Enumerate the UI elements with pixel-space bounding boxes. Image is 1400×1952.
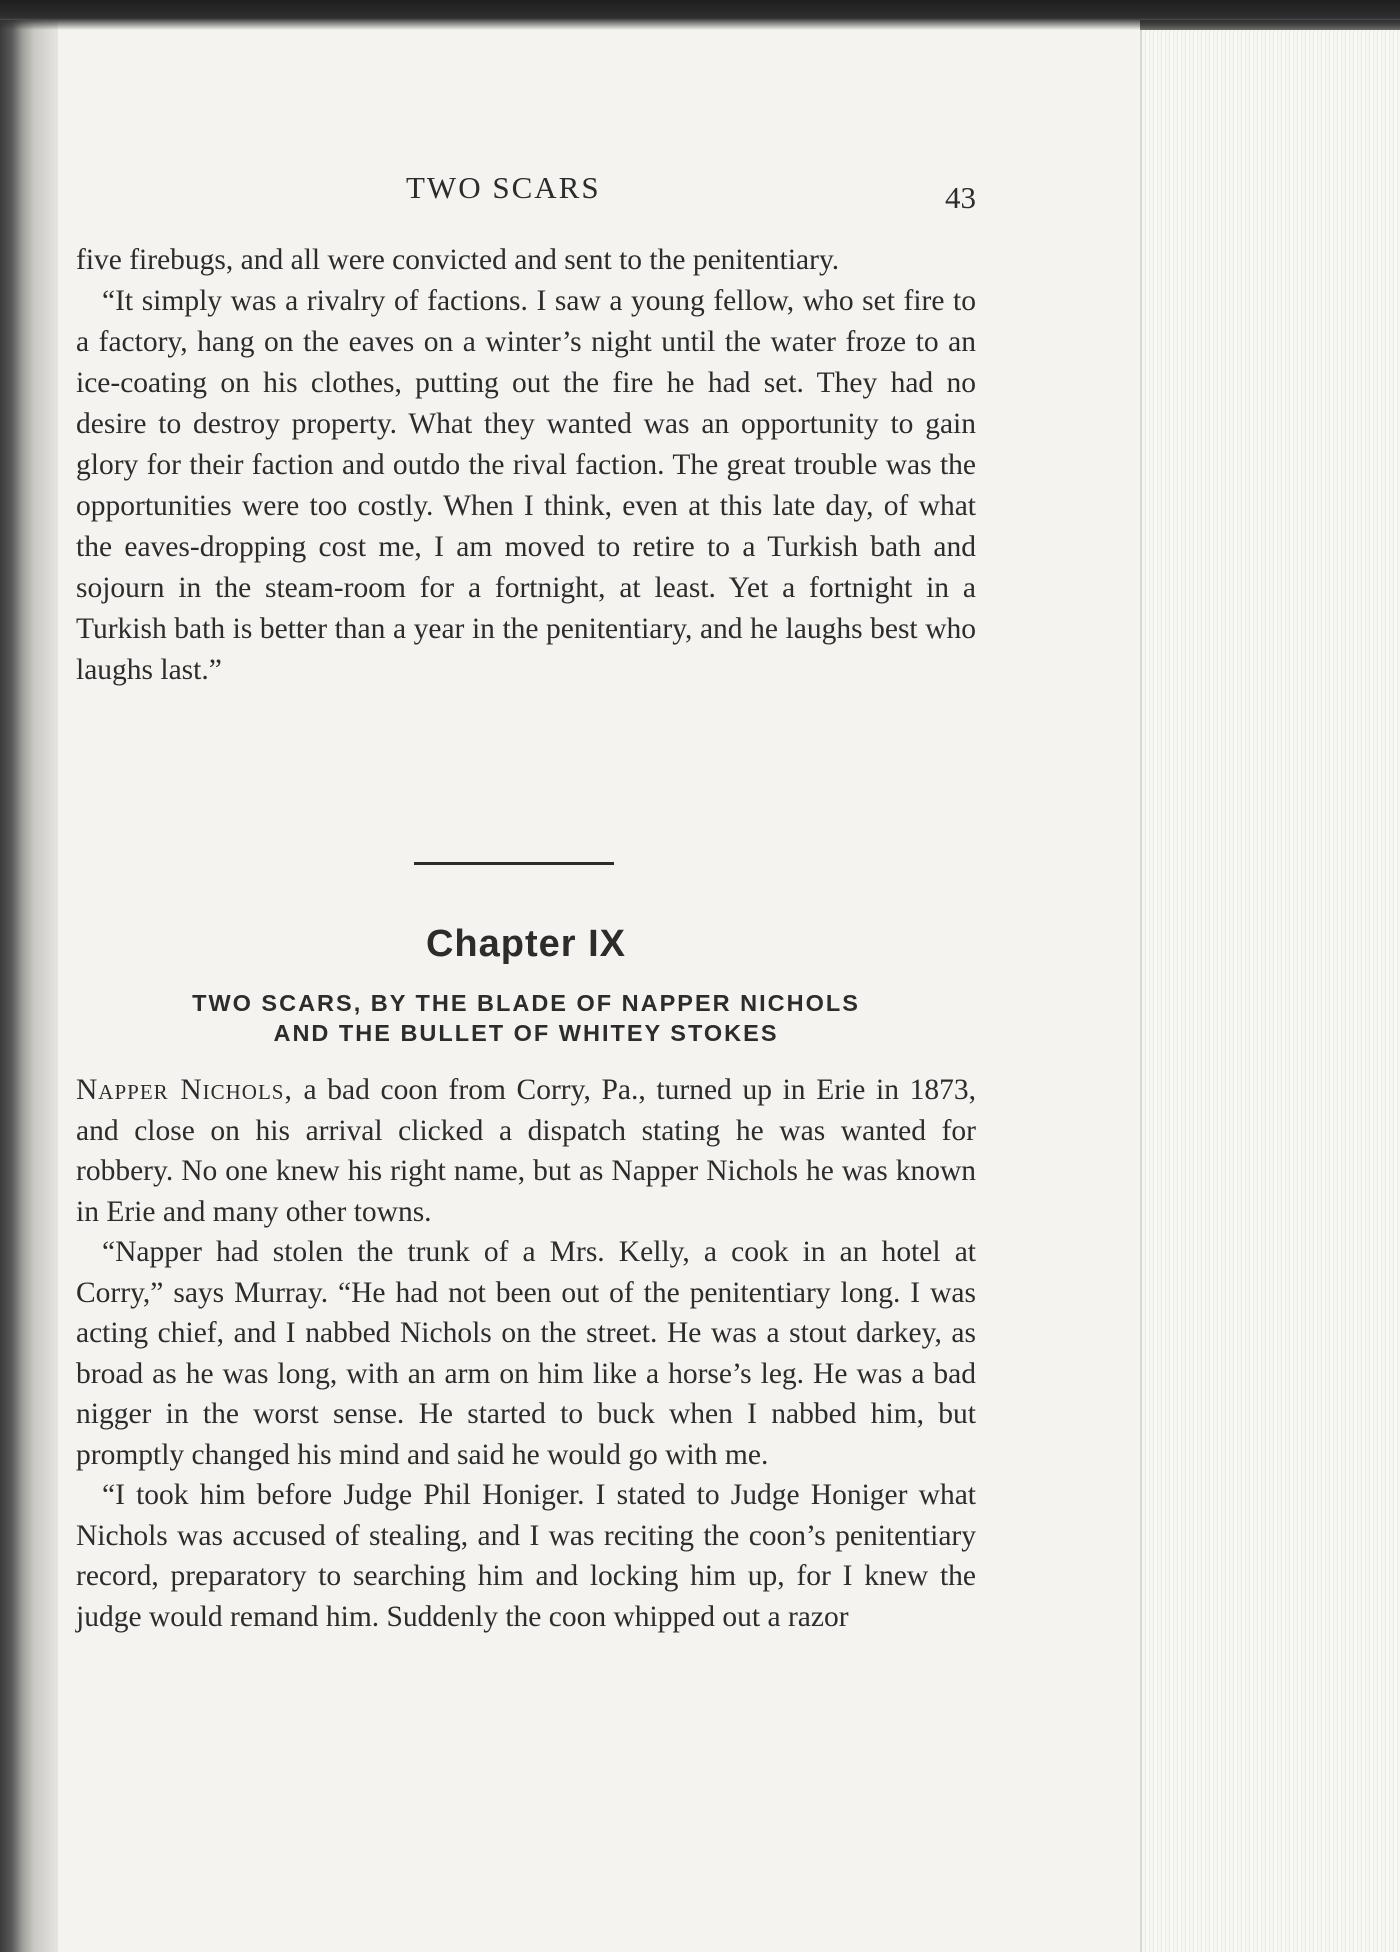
chapter-text — [76, 1070, 976, 1637]
top-scan-shadow — [0, 0, 1400, 30]
paragraph: five firebugs, and all were convicted and sent to the penitentiary. — [76, 244, 840, 276]
paragraph — [76, 1070, 976, 1232]
paragraph: “Napper had stolen the trunk of a Mrs. Kelly, a cook in an hotel at Corry,” says Murray. “He had not been out of the penitentiary long. I was acting chief, and I nabbed Nichols on the street. He was a stout darkey, as broad as he was long, with an arm on him like a horse’s leg. He was a bad nigger in the worst sense. He started to buck when I nabbed him, but promptly changed his mind and said he would go with me. — [76, 1236, 976, 1471]
paragraph-text: a bad coon from Corry, Pa., turned up in Erie in 1873, and close on his arrival clicked a dispatch stating he was wanted for robbery. No one knew his right name, but as Napper Nichols he was known in Erie and many other towns. — [76, 1074, 977, 1228]
running-head — [76, 170, 976, 215]
running-head-title: TWO SCARS — [406, 170, 601, 205]
chapter-subtitle — [76, 988, 976, 1048]
page-number: 43 — [945, 180, 976, 215]
chapter-subtitle-line: AND THE BULLET OF WHITEY STOKES — [273, 1020, 779, 1046]
continued-text — [76, 240, 976, 691]
book-spine-edge — [0, 20, 58, 1952]
paragraph: “I took him before Judge Phil Honiger. I stated to Judge Honiger what Nichols was accused of stealing, and I was reciting the coon’s penitentiary record, preparatory to searching him and locking him up, for I knew the judge would remand him. Suddenly the coon whipped out a razor — [76, 1479, 976, 1633]
chapter-title: Chapter IX — [425, 923, 627, 965]
page-stack-edge — [1140, 30, 1400, 1952]
chapter-subtitle-line: TWO SCARS, BY THE BLADE OF NAPPER NICHOLS — [192, 990, 860, 1016]
opening-words: Napper Nichols, — [76, 1074, 293, 1106]
paragraph: “It simply was a rivalry of factions. I saw a young fellow, who set fire to a factory, hang on the eaves on a winter’s night until the water froze to an ice-coating on his clothes, putting out the fire he had set. They had no desire to destroy property. What they wanted was an opportunity to gain glory for their faction and outdo the rival faction. The great trouble was the opportunities were too costly. When I think, even at this late day, of what the eaves-dropping cost me, I am moved to retire to a Turkish bath and sojourn in the steam-room for a fortnight, at least. Yet a fortnight in a Turkish bath is better than a year in the penitentiary, and he laughs best who laughs last.” — [76, 285, 976, 686]
section-divider — [414, 862, 614, 865]
